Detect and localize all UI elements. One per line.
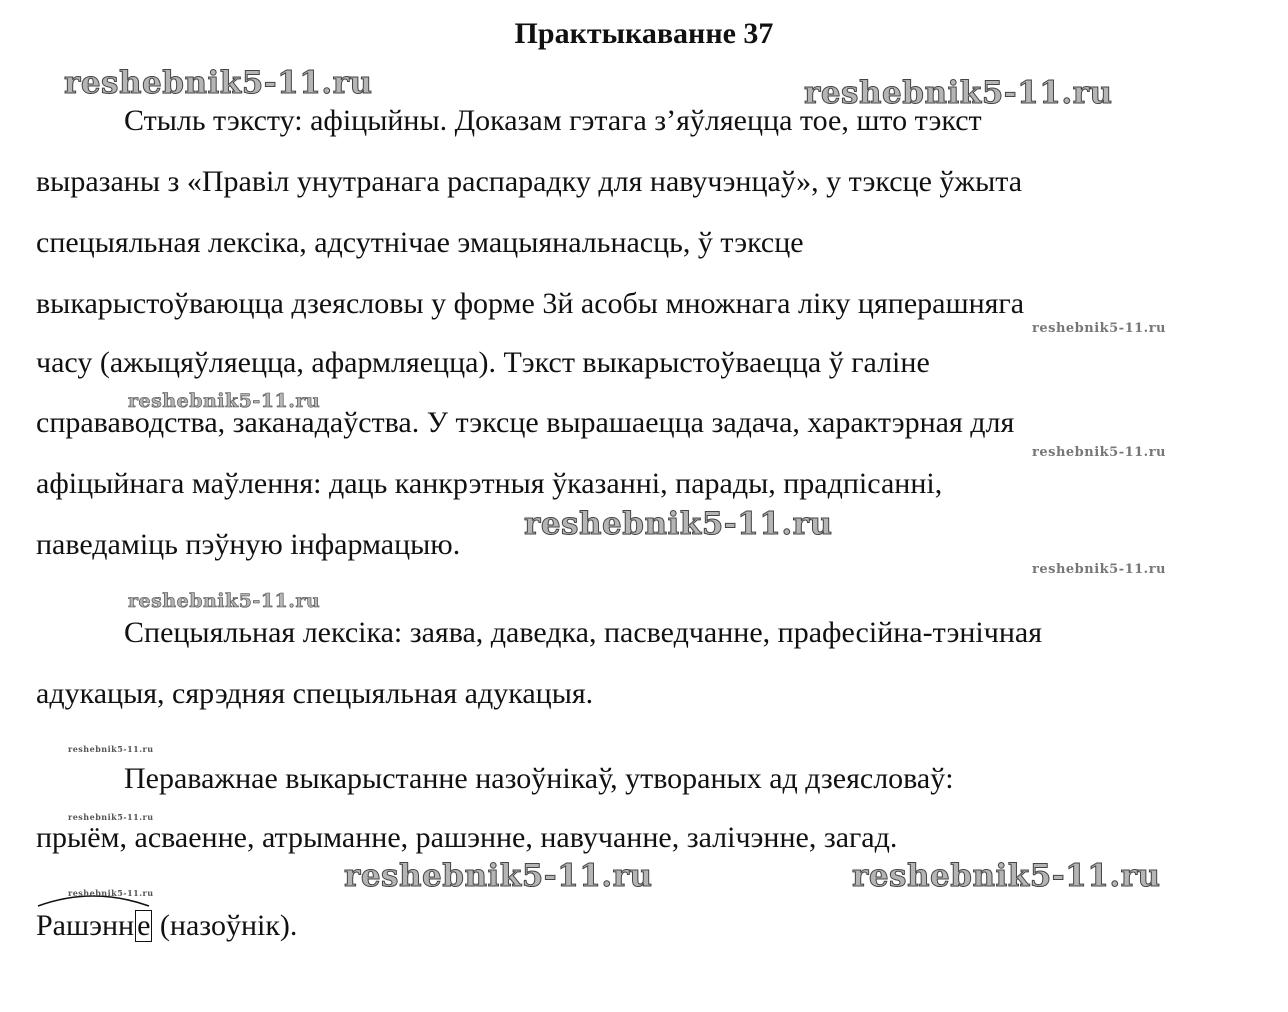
part-of-speech-note: (назоўнік). bbox=[152, 909, 298, 942]
word-stem bbox=[36, 906, 134, 946]
paragraph-2-line-1: Спецыяльная лексіка: заява, даведка, пасведчанне, прафесійна-тэнічная bbox=[124, 616, 1042, 649]
paragraph-2-line-2: адукацыя, сярэдняя спецыяльная адукацыя. bbox=[36, 677, 594, 710]
exercise-title: Практыкаванне 37 bbox=[514, 17, 774, 50]
paragraph-3-line-2: прыём, асваенне, атрыманне, рашэнне, навучанне, залічэнне, загад. bbox=[36, 821, 898, 854]
paragraph-1-line-1: Стыль тэксту: афіцыйны. Доказам гэтага з’яўляецца тое, што тэкст bbox=[124, 104, 982, 137]
paragraph-1-line-6: справаводства, заканадаўства. У тэксце вырашаецца задача, характэрная для bbox=[36, 406, 1015, 439]
paragraph-1-line-7: афіцыйнага маўлення: даць канкрэтныя ўказанні, парады, прадпісанні, bbox=[36, 467, 943, 500]
paragraph-1-line-5: часу (ажыцяўляецца, афармляецца). Тэкст выкарыстоўваецца ў галіне bbox=[36, 346, 930, 379]
watermark: reshebnik5-11.ru bbox=[852, 858, 1161, 894]
paragraph-3-line-1: Пераважнае выкарыстанне назоўнікаў, утвораных ад дзеясловаў: bbox=[124, 762, 954, 795]
watermark: reshebnik5-11.ru bbox=[128, 590, 321, 612]
watermark: reshebnik5-11.ru bbox=[68, 888, 154, 898]
paragraph-1-line-4: выкарыстоўваюцца дзеясловы у форме 3й асобы множнага ліку цяперашняга bbox=[36, 287, 1025, 320]
watermark: reshebnik5-11.ru bbox=[68, 744, 154, 754]
word-ending-box: е bbox=[137, 909, 151, 942]
watermark: reshebnik5-11.ru bbox=[524, 506, 833, 542]
morphology-line bbox=[36, 906, 297, 946]
paragraph-1-line-3: спецыяльная лексіка, адсутнічае эмацыянальнасць, ў тэксце bbox=[36, 226, 804, 259]
word-stem-text: Рашэнн bbox=[36, 909, 135, 942]
watermark: reshebnik5-11.ru bbox=[64, 65, 373, 101]
watermark: reshebnik5-11.ru bbox=[1032, 562, 1167, 577]
watermark: reshebnik5-11.ru bbox=[1032, 445, 1167, 460]
paragraph-1-line-2: выразаны з «Правіл унутранага распарадку для навучэнцаў», у тэксце ўжыта bbox=[36, 165, 1023, 198]
watermark: reshebnik5-11.ru bbox=[344, 858, 653, 894]
watermark: reshebnik5-11.ru bbox=[128, 390, 321, 412]
watermark: reshebnik5-11.ru bbox=[68, 812, 154, 822]
watermark: reshebnik5-11.ru bbox=[1032, 321, 1167, 336]
watermark: reshebnik5-11.ru bbox=[804, 75, 1113, 111]
paragraph-1-line-8: паведаміць пэўную інфармацыю. bbox=[36, 528, 461, 561]
